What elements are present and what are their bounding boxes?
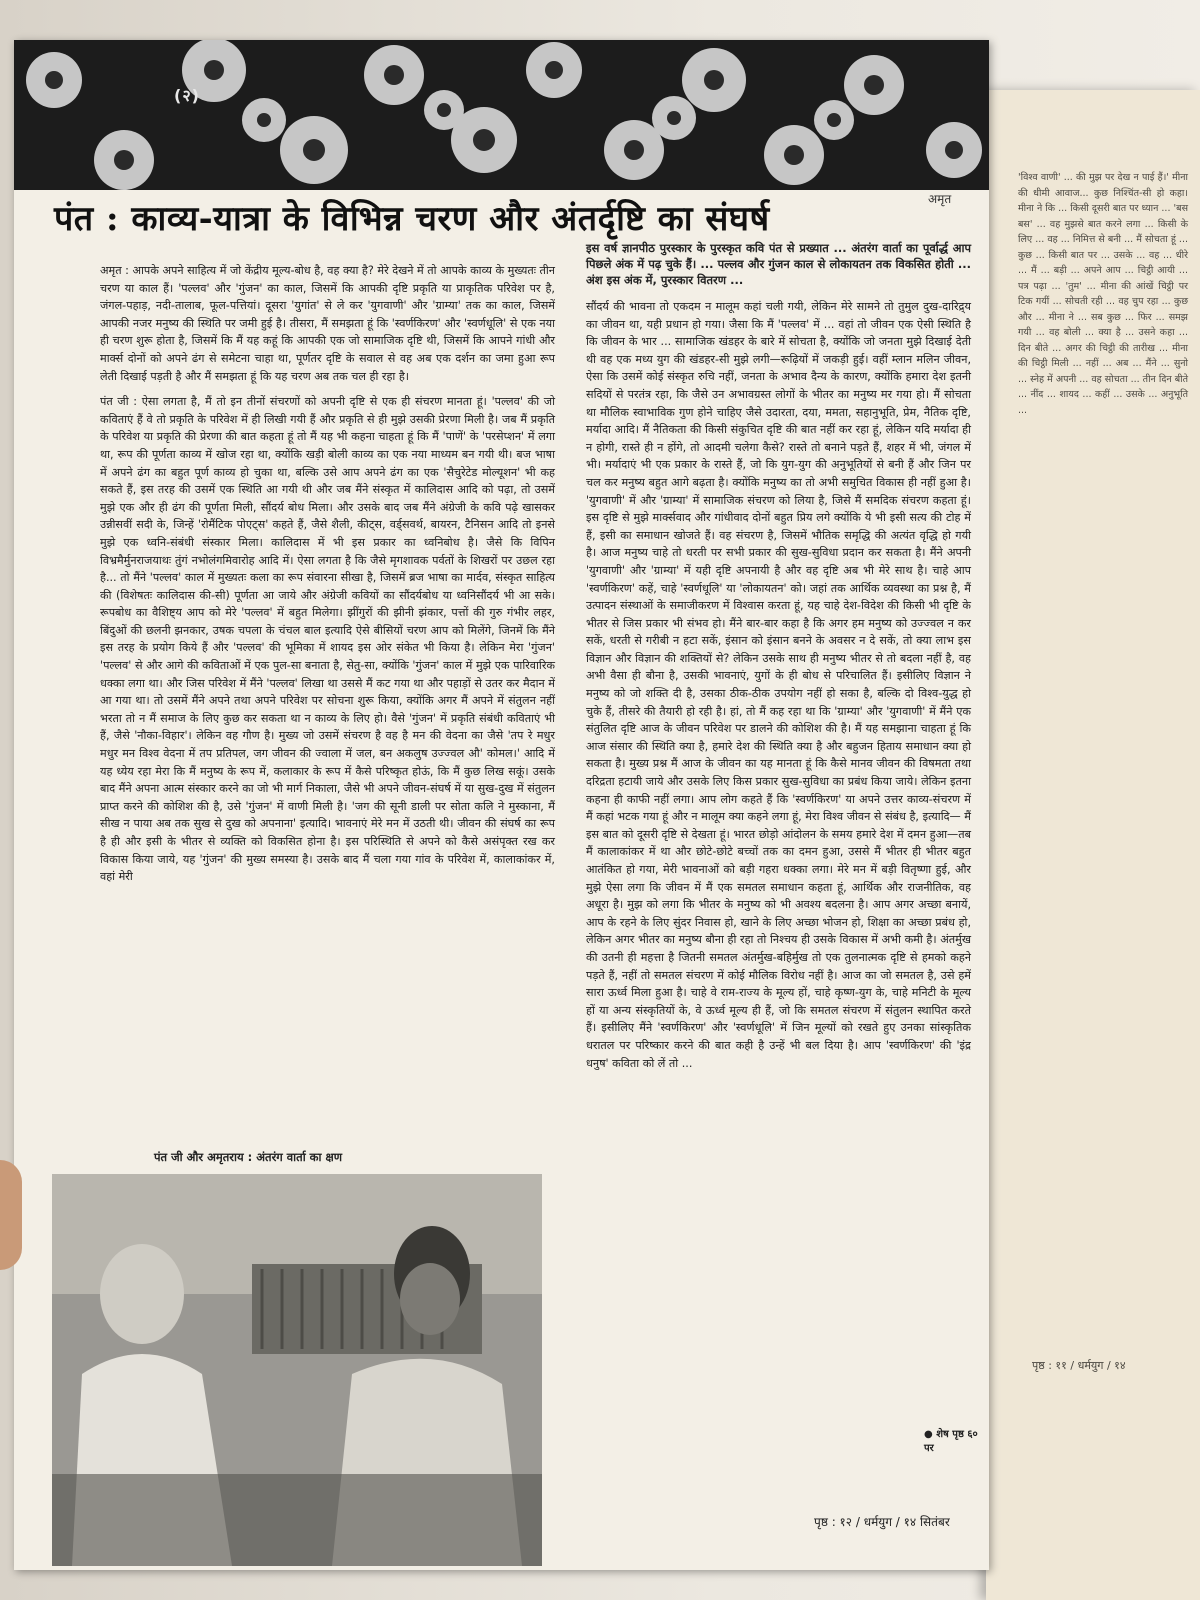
- adjacent-page-text: 'विश्व वाणी' ... की मुझ पर देख न पाई हैं।' मीना की धीमी आवाज... कुछ निश्चिंत-सी हो कहा। मीना ने कि ... किसी दूसरी बात पर ध्यान ... 'बस बस' ... वह मुझसे बात करने लगा ... किसी के लिए ... वह ... निमित्त से बनी ... मैं सोचता हूं ... कुछ ... किसी बात पर ... उसके ... वह ... धीरे ... मैं ... बड़ी ... अपने आप ... चिट्ठी आयी ... पत्र पढ़ा ... 'तुम' ... मीना की आंखें चिट्ठी पर टिक गयीं ... सोचती रही ... वह चुप रहा ... कुछ और ... मीना ने ... सब कुछ ... फिर ... समझ गयी ... वह बोली ... क्या है ... उसने कहा ... दिन बीते ... अगर की चिट्ठी की तारीख ... मीना की चिट्ठी मिली ... नहीं ... अब ... मैंने ... सुनो ... स्नेह में अपनी ... वह सोचता ... तीन दिन बीते ... नींद ... शायद ... कहीं ... उसके ... अनुभूति ...: [1018, 172, 1188, 416]
- question-paragraph: अमृत : आपके अपने साहित्य में जो केंद्रीय मूल्य-बोध है, वह क्या है? मेरे देखने में तो आपके काव्य के मुख्यतः तीन चरण या काल हैं। 'पल्लव' और 'गुंजन' का काल, जिसमें कि आपकी दृष्टि प्रकृति या प्राकृतिक परिवेश पर है, जंगल-पहाड़, नदी-तालाब, फूल-पत्तियां। दूसरा 'युगांत' से ले कर 'युगवाणी' और 'ग्राम्या' तक का काल, जिसमें आपकी नजर मनुष्य की स्थिति पर जमी हुई है। तीसरा, मैं समझता हूं कि 'स्वर्णकिरण' और 'स्वर्णधूलि' से एक नया ही चरण शुरू होता है, जिसमें कि मैं यह कहूं कि आपकी एक जो सामाजिक दृष्टि थी, जिसमें कि आपने गांधी और मार्क्स दोनों को अपने ढंग से समेटना चाहा था, पूर्णतर दृष्टि के सवाल से वह अब एक दर्शन का जमा हुआ रूप लेती दिखाई पड़ती है और मैं समझता हूं कि यह चरण अब तक चल ही रहा है।: [100, 264, 555, 383]
- magazine-page: [14, 40, 989, 1570]
- article-headline: पंत : काव्य-यात्रा के विभिन्न चरण और अंतर्दृष्टि का संघर्ष: [54, 199, 770, 239]
- flower-pattern: [14, 40, 989, 190]
- adjacent-page: [986, 90, 1200, 1600]
- left-column: [100, 262, 555, 892]
- continued-note: ● शेष पृष्ठ ६० पर: [924, 1429, 978, 1454]
- answer-continued: सौंदर्य की भावना तो एकदम न मालूम कहां चली गयी, लेकिन मेरे सामने तो तुमुल दुख-दारिद्र्य का जीवन था, यही प्रधान हो गया। जैसा कि मैं 'पल्लव' में ... वहां तो जीवन एक ऐसी स्थिति है कि जीवन के भार ... सामाजिक खंडहर के बारे में सोचता है, क्योंकि जो जनता मुझे दिखाई देती थी वह एक मध्य युग की खंडहर-सी मुझे लगी—रूढ़ियों में जकड़ी हुई। वहीं म्लान मलिन जीवन, ऐसा कि उसमें कोई संस्कृत रुचि नहीं, जनता के अभाव दैन्य के कारण, क्योंकि हमारा देश इतनी सदियों से परतंत्र रहा, कि जैसे उन अभावग्रस्त लोगों के भीतर का मनुष्य मर गया हो। मैं सोचता था मौलिक स्वाभाविक गुण होने चाहिए जैसे उदारता, दया, ममता, सहानुभूति, प्रेम, नैतिक दृष्टि, मर्यादा आदि। मैं नैतिकता की किसी संकुचित दृष्टि की बात नहीं कर रहा हूं, लेकिन यदि मर्यादा ही न होगी, रास्ते ही न होंगे, तो आदमी चलेगा कैसे? रास्ते तो बनाने पड़ते हैं, शहर में भी, जंगल में भी। मर्यादाएं भी एक प्रकार के रास्ते हैं, जो कि युग-युग की अनुभूतियों से बनी हैं और जिन पर चल कर मनुष्य बहुत आगे बढ़ता है। क्योंकि मनुष्य का तो अभी समुचित विकास ही नहीं हुआ है। 'युगवाणी' में और 'ग्राम्या' में सामाजिक संचरण को लिया है, जिसे मैं समदिक संचरण कहता हूं। इस दृष्टि से मुझे मार्क्सवाद और गांधीवाद दोनों बहुत प्रिय लगे क्योंकि ये भी इसी सत्य की टोह में हैं, इसी का समाधान खोजते हैं। वह संचरण है, जिसमें भौतिक समृद्धि की अत्यंत वृद्धि हो गयी है। आज मनुष्य चाहे तो धरती पर सभी प्रकार की सुख-सुविधा प्रदान कर सकता है। मैंने अपनी 'युगवाणी' और 'ग्राम्या' में यही दृष्टि अपनायी है और वह दृष्टि अब भी मेरे साथ है। चाहे आप 'स्वर्णकिरण' कहें, चाहे 'स्वर्णधूलि' या 'लोकायतन' को। जहां तक आर्थिक व्यवस्था का प्रश्न है, मैं उत्पादन संस्थाओं के समाजीकरण में विश्वास करता हूं, यह चाहे देश-विदेश की किसी भी दृष्टि के भीतर से जिस प्रकार भी संभव हो। मैंने बार-बार कहा है कि अगर हम मनुष्य को उज्ज्वल न कर सकें, धरती से गरीबी न हटा सकें, इंसान को इंसान बनने के अवसर न दे सकें, तो क्या लाभ इस विज्ञान और विज्ञान की शक्तियों से? लेकिन उसके साथ ही मनुष्य भीतर से तो बदला नहीं है, वह अभी वैसा ही बौना है, उसकी भावनाएं, युगों के ही बोध से परिचालित हैं। इसीलिए विज्ञान ने मनुष्य को जो शक्ति दी है, उसका ठीक-ठीक उपयोग नहीं हो सका है, बल्कि दो विश्व-युद्ध हो चुके हैं, तीसरे की तैयारी हो रही है। हां, तो मैं कह रहा था कि 'ग्राम्या' और 'युगवाणी' में मैंने एक संतुलित दृष्टि आज के जीवन परिवेश पर डालने की कोशिश की है। मैं यह समझाना चाहता हूं कि आज संसार की स्थिति क्या है, हमारे देश की स्थिति क्या है और बहुजन हिताय समाधान क्या हो सकता है। मुख्य प्रश्न मैं आज के जीवन का यह मानता हूं कि कैसे मानव जीवन की विषमता तथा दरिद्रता हटायी जाये और उसके लिए किस प्रकार सुख-सुविधा का प्रबंध किया जाये। लेकिन इतना कहना ही काफी नहीं लगा। आप लोग कहते हैं कि 'स्वर्णकिरण' या अपने उत्तर काव्य-संचरण में मैं कहां भटक गया हूं और न मालूम क्या कहने लगा हूं, मेरा विश्व जीवन से संबंध है, इत्यादि— मैं इस बात को दूसरी दृष्टि से देखता हूं। भारत छोड़ो आंदोलन के समय हमारे देश में दमन हुआ—तब मैं कालाकांकर में था और छोटे-छोटे बच्चों तक का दमन हुआ, उससे मैं भीतर ही भीतर बहुत आतंकित हो गया, मेरी भावनाओं को बड़ी गहरा धक्का लगा। मेरे मन में बड़ी वितृष्णा हुई, और मुझे ऐसा लगा कि जीवन में मैं एक समतल समाधान कहता हूं, आर्थिक और राजनीतिक, वह अधूरा है। मुझ को लगा कि भीतर के मनुष्य को भी अवश्य बदलना है। आप अगर अच्छा बनायें, आप के रहने के लिए सुंदर निवास हो, खाने के लिए अच्छा भोजन हो, शिक्षा का अच्छा प्रबंध हो, लेकिन अगर भीतर का मनुष्य बौना ही रहा तो निश्चय ही उसके विकास में अभी कमी है। अंतर्मुख की उतनी ही महत्ता है जितनी समतल अंतर्मुख-बहिर्मुख तो एक तुलनात्मक दृष्टि से हमको कहने पड़ते हैं, नहीं तो समतल संचरण में कोई मौलिक विरोध नहीं है। आज का जो समतल है, उसे हमें सारा ऊर्ध्व मिला हुआ है। चाहे वे राम-राज्य के मूल्य हों, चाहे कृष्ण-युग के, चाहे मनिटी के मूल्य हों या अन्य संस्कृतियों के, वे ऊर्ध्व मूल्य ही हैं, जो कि समतल संचरण में संतुलन स्थापित करते हैं। इसीलिए मैंने 'स्वर्णकिरण' और 'स्वर्णधूलि' में जिन मूल्यों को रखते हुए उनका सांस्कृतिक धरातल पर परिष्कार करने की बात कही है उन्हें भी बल दिया है। आप 'स्वर्णकिरण' की 'इंद्र धनुष' कविता को लें तो ...: [586, 300, 971, 1070]
- flower-banner: [14, 40, 989, 190]
- photo-illustration: [52, 1174, 542, 1566]
- article-byline: अमृत: [928, 192, 952, 206]
- series-number: (२): [174, 86, 200, 105]
- article-intro: इस वर्ष ज्ञानपीठ पुरस्कार के पुरस्कृत कवि पंत से प्रख्यात ... अंतरंग वार्ता का पूर्वार्द्ध आप पिछले अंक में पढ़ चुके हैं। ... पल्लव और गुंजन काल से लोकायतन तक विकसित होती ... अंश इस अंक में, पुरस्कार वितरण ...: [586, 241, 971, 287]
- thumb: [0, 1160, 22, 1270]
- adjacent-page-footer: पृष्ठ : ११ / धर्मयुग / १४: [1032, 1359, 1126, 1372]
- page-folio: पृष्ठ : १२ / धर्मयुग / १४ सितंबर: [814, 1515, 950, 1529]
- article-photo: [52, 1174, 542, 1566]
- answer-paragraph: पंत जी : ऐसा लगता है, मैं तो इन तीनों संचरणों को अपनी दृष्टि से एक ही संचरण मानता हूं। 'पल्लव' की जो कविताएं हैं वे तो प्रकृति के परिवेश में ही लिखी गयी हैं और प्रकृति से ही मुझे उसकी प्रेरणा मिली है। जब मैं प्रकृति के परिवेश या प्रकृति की प्रेरणा की बात कहता हूं तो मैं यह भी कहना चाहता हूं कि मैं 'पाणें' के 'परसेप्शन' में लगा था, रूप की पूर्णता काव्य में खोज रहा था, क्योंकि खड़ी बोली काव्य का एक नया माध्यम बन गयी थी। बज भाषा में अपने ढंग का बहुत पूर्ण काव्य हो चुका था, बल्कि उसे आप अपने ढंग का एक 'सैचुरेटेड मोल्यूशन' भी कह सकते हैं, इस तरह की उसमें एक स्थिति आ गयी थी और जब मैंने संस्कृत में कालिदास आदि को पढ़ा, तो उसमें मुझे एक और ही ढंग की पूर्णता मिली, सौंदर्य बोध मिला। और उसके बाद जब मैंने अंग्रेजी के कवि पढ़े खासकर उन्नीसवीं सदी के, जिन्हें 'रोमैंटिक पोएट्स' कहते हैं, जैसे शैली, कीट्स, वर्ड्सवर्थ, बायरन, टैनिसन आदि तो इनसे मुझे एक ध्वनि-संबंधी संस्कार मिला। कालिदास में भी इस प्रकार का ध्वनिबोध है। जैसे कि विपिन विभ्रमैर्मुनराजयाथः तुंगं नभोलंगमिवारोह आदि में। ऐसा लगता है कि जैसे मृगशावक पर्वतों के शिखरों पर उछल रहा है... तो मैंने 'पल्लव' काल में मुख्यतः कला का रूप संवारना सीखा है, जिसमें ब्रज भाषा का मार्दव, संस्कृत साहित्य की (विशेषतः कालिदास की-सी) पूर्णता आ जाये और अंग्रेजी कवियों का सौंदर्यबोध या ध्वनिसौंदर्य भी आ सके। रूपबोध का वैशिष्ट्य आप को मेरे 'पल्लव' में बहुत मिलेगा। झींगुरों की झीनी झंकार, पत्तों की गुरु गंभीर लहर, बिंदुओं की छलनी झनकार, उषक चपला के चंचल बाल इत्यादि ऐसे बीसियों चरण आप को मिलेंगे, जिनमें कि मैंने इस तरह के प्रयोग किये हैं और 'पल्लव' की भूमिका में शायद इस ओर संकेत भी किया है। लेकिन मेरा 'गुंजन' 'पल्लव' से और आगे की कविताओं में एक पुल-सा बनाता है, सेतु-सा, क्योंकि 'गुंजन' काल में मुझे एक पारिवारिक धक्का लगा था। और जिस परिवेश में मैंने 'पल्लव' लिखा था उससे मैं कट गया था और पहाड़ों से उतर कर मैदान में आ गया था। तो उसमें मैंने अपने तथा अपने परिवेश पर सोचना शुरू किया, क्योंकि अगर मैं अपने में संतुलन नहीं भरता तो न मैं समाज के लिए कुछ कर सकता था न काव्य के लिए हो। वैसे 'गुंजन' में प्रकृति संबंधी कविताएं भी हैं, जैसे 'नौका-विहार'। लेकिन वह गौण है। मुख्य जो उसमें संचरण है वह है मन की वेदना का जैसे 'तप रे मधुर मधुर मन विश्व वेदना में तप प्रतिपल, जग जीवन की ज्वाला में जल, बन अकलुष उज्ज्वल औ' कोमल।' आदि में यह ध्येय रहा मेरा कि मैं मनुष्य के रूप में, कलाकार के रूप में कैसे परिष्कृत होऊं, कि मैं कुछ लिख सकूं। उसके बाद मैंने अपना आत्म संस्कार करने का जो भी मार्ग निकाला, जैसे भी अपने जीवन-संघर्ष में या सुख-दुख में संतुलन प्राप्त करने की कोशिश की है, उसे 'गुंजन' में वाणी मिली है। 'जग की सूनी डाली पर सोता कलि ने मुस्काना, मैं सीख न पाया अब तक सुख से दुख को अपनाना' इत्यादि। भावनाएं मेरे मन में उठती थी। जीवन की संघर्ष का रूप है ही और इसी के भीतर से व्यक्ति को विकसित होना है। इस परिस्थिति से अपने को कैसे असंपृक्त रख कर विकास किया जाये, यह 'गुंजन' की मुख्य समस्या है। उसके बाद मैं चला गया गांव के परिवेश में, कालाकांकर में, वहां मेरी: [100, 395, 555, 884]
- photo-caption: पंत जी और अमृतराय : अंतरंग वार्ता का क्षण: [154, 1150, 343, 1164]
- right-column: [586, 240, 971, 1076]
